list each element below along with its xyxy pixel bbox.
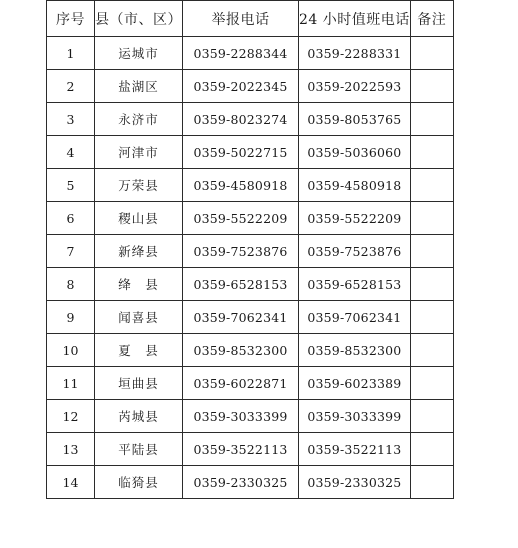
header-county: 县（市、区） xyxy=(95,1,183,37)
cell-note xyxy=(410,70,453,103)
cell-county: 盐湖区 xyxy=(95,70,183,103)
cell-note xyxy=(410,301,453,334)
table-row xyxy=(47,268,454,301)
table-row xyxy=(47,334,454,367)
cell-county: 新绛县 xyxy=(95,235,183,268)
cell-note xyxy=(410,202,453,235)
cell-report-phone: 0359-4580918 xyxy=(183,169,299,202)
cell-seq: 11 xyxy=(47,367,95,400)
table-row xyxy=(47,367,454,400)
cell-report-phone: 0359-2022345 xyxy=(183,70,299,103)
cell-report-phone: 0359-8023274 xyxy=(183,103,299,136)
cell-county: 永济市 xyxy=(95,103,183,136)
cell-report-phone: 0359-6022871 xyxy=(183,367,299,400)
cell-duty-phone: 0359-2022593 xyxy=(299,70,411,103)
cell-duty-phone: 0359-7062341 xyxy=(299,301,411,334)
cell-duty-phone: 0359-6528153 xyxy=(299,268,411,301)
cell-duty-phone: 0359-5522209 xyxy=(299,202,411,235)
hotline-table xyxy=(46,0,454,499)
cell-note xyxy=(410,268,453,301)
cell-note xyxy=(410,433,453,466)
cell-duty-phone: 0359-3033399 xyxy=(299,400,411,433)
cell-county: 稷山县 xyxy=(95,202,183,235)
cell-report-phone: 0359-7062341 xyxy=(183,301,299,334)
cell-duty-phone: 0359-4580918 xyxy=(299,169,411,202)
cell-seq: 2 xyxy=(47,70,95,103)
cell-seq: 10 xyxy=(47,334,95,367)
cell-seq: 6 xyxy=(47,202,95,235)
cell-county: 运城市 xyxy=(95,37,183,70)
cell-report-phone: 0359-8532300 xyxy=(183,334,299,367)
cell-note xyxy=(410,235,453,268)
cell-seq: 7 xyxy=(47,235,95,268)
table-row xyxy=(47,235,454,268)
table-row xyxy=(47,202,454,235)
cell-county: 绛 县 xyxy=(95,268,183,301)
table-row xyxy=(47,169,454,202)
cell-seq: 4 xyxy=(47,136,95,169)
table-row xyxy=(47,433,454,466)
cell-duty-phone: 0359-5036060 xyxy=(299,136,411,169)
table-header xyxy=(47,1,454,37)
table-row xyxy=(47,136,454,169)
cell-note xyxy=(410,400,453,433)
cell-note xyxy=(410,334,453,367)
cell-seq: 8 xyxy=(47,268,95,301)
cell-report-phone: 0359-2288344 xyxy=(183,37,299,70)
cell-seq: 12 xyxy=(47,400,95,433)
header-note: 备注 xyxy=(410,1,453,37)
cell-note xyxy=(410,466,453,499)
cell-report-phone: 0359-6528153 xyxy=(183,268,299,301)
table-row xyxy=(47,37,454,70)
cell-county: 河津市 xyxy=(95,136,183,169)
cell-note xyxy=(410,169,453,202)
cell-seq: 1 xyxy=(47,37,95,70)
cell-report-phone: 0359-5522209 xyxy=(183,202,299,235)
cell-report-phone: 0359-2330325 xyxy=(183,466,299,499)
cell-county: 芮城县 xyxy=(95,400,183,433)
cell-county: 垣曲县 xyxy=(95,367,183,400)
cell-seq: 5 xyxy=(47,169,95,202)
header-row xyxy=(47,1,454,37)
cell-note xyxy=(410,37,453,70)
cell-county: 万荣县 xyxy=(95,169,183,202)
cell-seq: 13 xyxy=(47,433,95,466)
cell-county: 闻喜县 xyxy=(95,301,183,334)
table-row xyxy=(47,301,454,334)
cell-report-phone: 0359-3522113 xyxy=(183,433,299,466)
header-report-phone: 举报电话 xyxy=(183,1,299,37)
cell-seq: 9 xyxy=(47,301,95,334)
table-body xyxy=(47,37,454,499)
cell-county: 临猗县 xyxy=(95,466,183,499)
cell-county: 平陆县 xyxy=(95,433,183,466)
cell-note xyxy=(410,367,453,400)
cell-report-phone: 0359-5022715 xyxy=(183,136,299,169)
cell-seq: 3 xyxy=(47,103,95,136)
cell-duty-phone: 0359-2288331 xyxy=(299,37,411,70)
table-row xyxy=(47,466,454,499)
cell-seq: 14 xyxy=(47,466,95,499)
cell-duty-phone: 0359-6023389 xyxy=(299,367,411,400)
cell-duty-phone: 0359-2330325 xyxy=(299,466,411,499)
cell-duty-phone: 0359-7523876 xyxy=(299,235,411,268)
table-row xyxy=(47,400,454,433)
table-row xyxy=(47,103,454,136)
cell-duty-phone: 0359-8532300 xyxy=(299,334,411,367)
cell-county: 夏 县 xyxy=(95,334,183,367)
cell-note xyxy=(410,136,453,169)
table-row xyxy=(47,70,454,103)
header-duty-phone: 24 小时值班电话 xyxy=(299,1,411,37)
cell-report-phone: 0359-7523876 xyxy=(183,235,299,268)
header-seq: 序号 xyxy=(47,1,95,37)
cell-duty-phone: 0359-3522113 xyxy=(299,433,411,466)
cell-report-phone: 0359-3033399 xyxy=(183,400,299,433)
cell-duty-phone: 0359-8053765 xyxy=(299,103,411,136)
cell-note xyxy=(410,103,453,136)
